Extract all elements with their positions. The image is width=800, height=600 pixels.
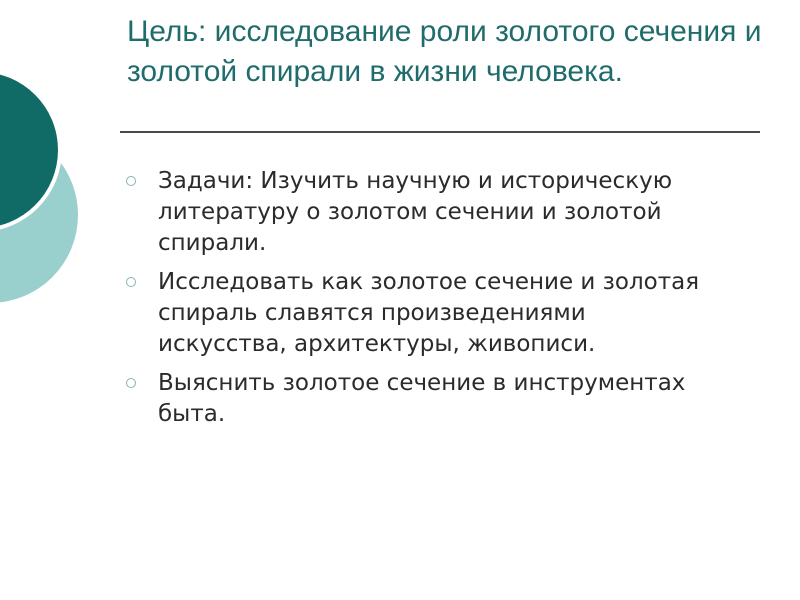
hollow-circle-bullet-icon	[126, 277, 136, 287]
bullet-text: Задачи: Изучить научную и историческую литературу о золотом сечении и золотой спирали.	[158, 168, 673, 256]
hollow-circle-bullet-icon	[126, 176, 136, 186]
slide-title: Цель: исследование роли золотого сечения и золотой спирали в жизни человека.	[127, 15, 762, 88]
title-divider	[120, 131, 760, 133]
bullet-item-research	[120, 267, 720, 360]
bullet-text: Выяснить золотое сечение в инструментах быта.	[158, 370, 686, 427]
bullet-item-tasks	[120, 166, 720, 259]
bullet-text: Исследовать как золотое сечение и золотая спираль славятся произведениями искусства, архитектуры, живописи.	[158, 269, 700, 357]
hollow-circle-bullet-icon	[126, 378, 136, 388]
bullet-list	[120, 166, 720, 438]
bullet-item-household	[120, 368, 720, 430]
decorative-circles	[0, 0, 120, 340]
